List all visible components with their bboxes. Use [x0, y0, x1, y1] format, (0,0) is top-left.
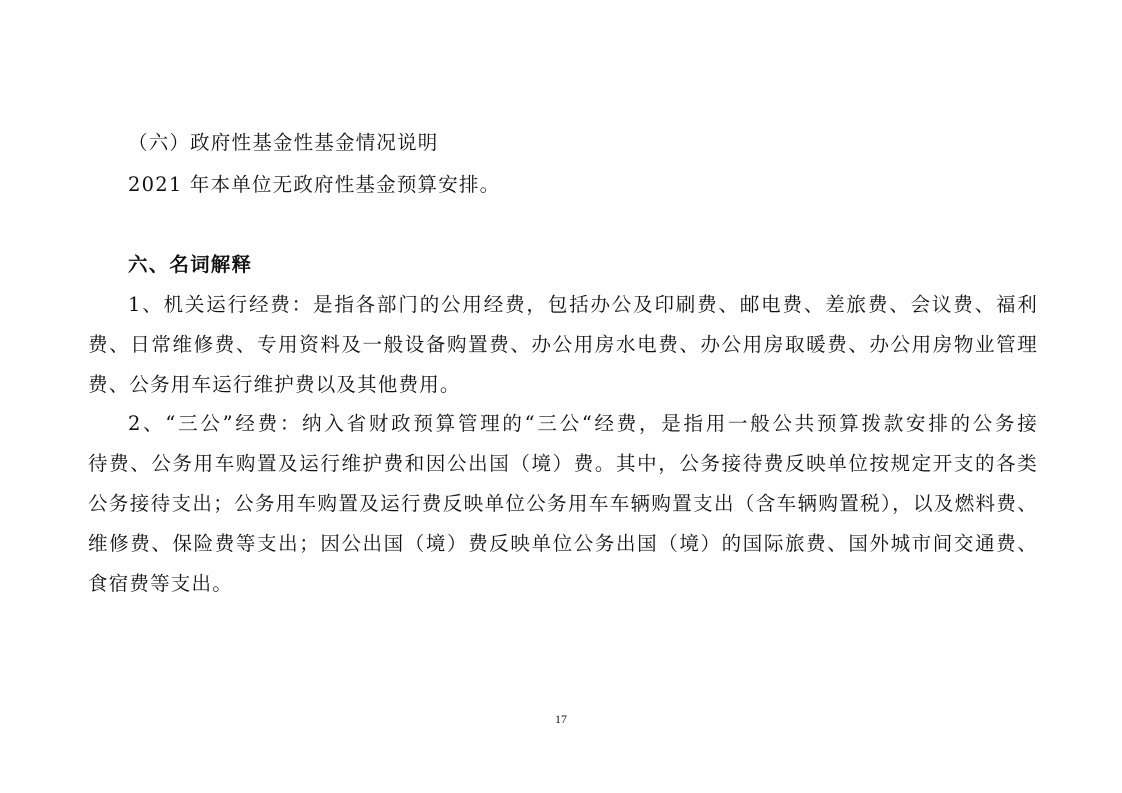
paragraph-line: 费、公务用车运行维护费以及其他费用。 — [88, 373, 461, 396]
section-6-text: 2021 年本单位无政府性基金预算安排。 — [128, 173, 501, 196]
page-number: 17 — [555, 712, 567, 726]
paragraph-line: 费、日常维修费、专用资料及一般设备购置费、办公用房水电费、办公用房取暖费、办公用房物业管理 — [88, 333, 1038, 356]
paragraph-line: 待费、公务用车购置及运行维护费和因公出国（境）费。其中，公务接待费反映单位按规定开支的各类 — [88, 452, 1038, 475]
glossary-heading: 六、名词解释 — [128, 253, 253, 276]
section-6-subheading: （六）政府性基金性基金情况说明 — [128, 131, 439, 154]
paragraph-line: 1、机关运行经费：是指各部门的公用经费，包括办公及印刷费、邮电费、差旅费、会议费、福利 — [128, 293, 1038, 316]
paragraph-line: 食宿费等支出。 — [88, 572, 233, 595]
paragraph-line: 维修费、保险费等支出；因公出国（境）费反映单位公务出国（境）的国际旅费、国外城市间交通费、 — [88, 532, 1038, 555]
paragraph-line: 2、“三公”经费：纳入省财政预算管理的“三公“经费，是指用一般公共预算拨款安排的公务接 — [128, 412, 1038, 435]
paragraph-line: 公务接待支出；公务用车购置及运行费反映单位公务用车车辆购置支出（含车辆购置税），以及燃料费、 — [88, 492, 1038, 515]
